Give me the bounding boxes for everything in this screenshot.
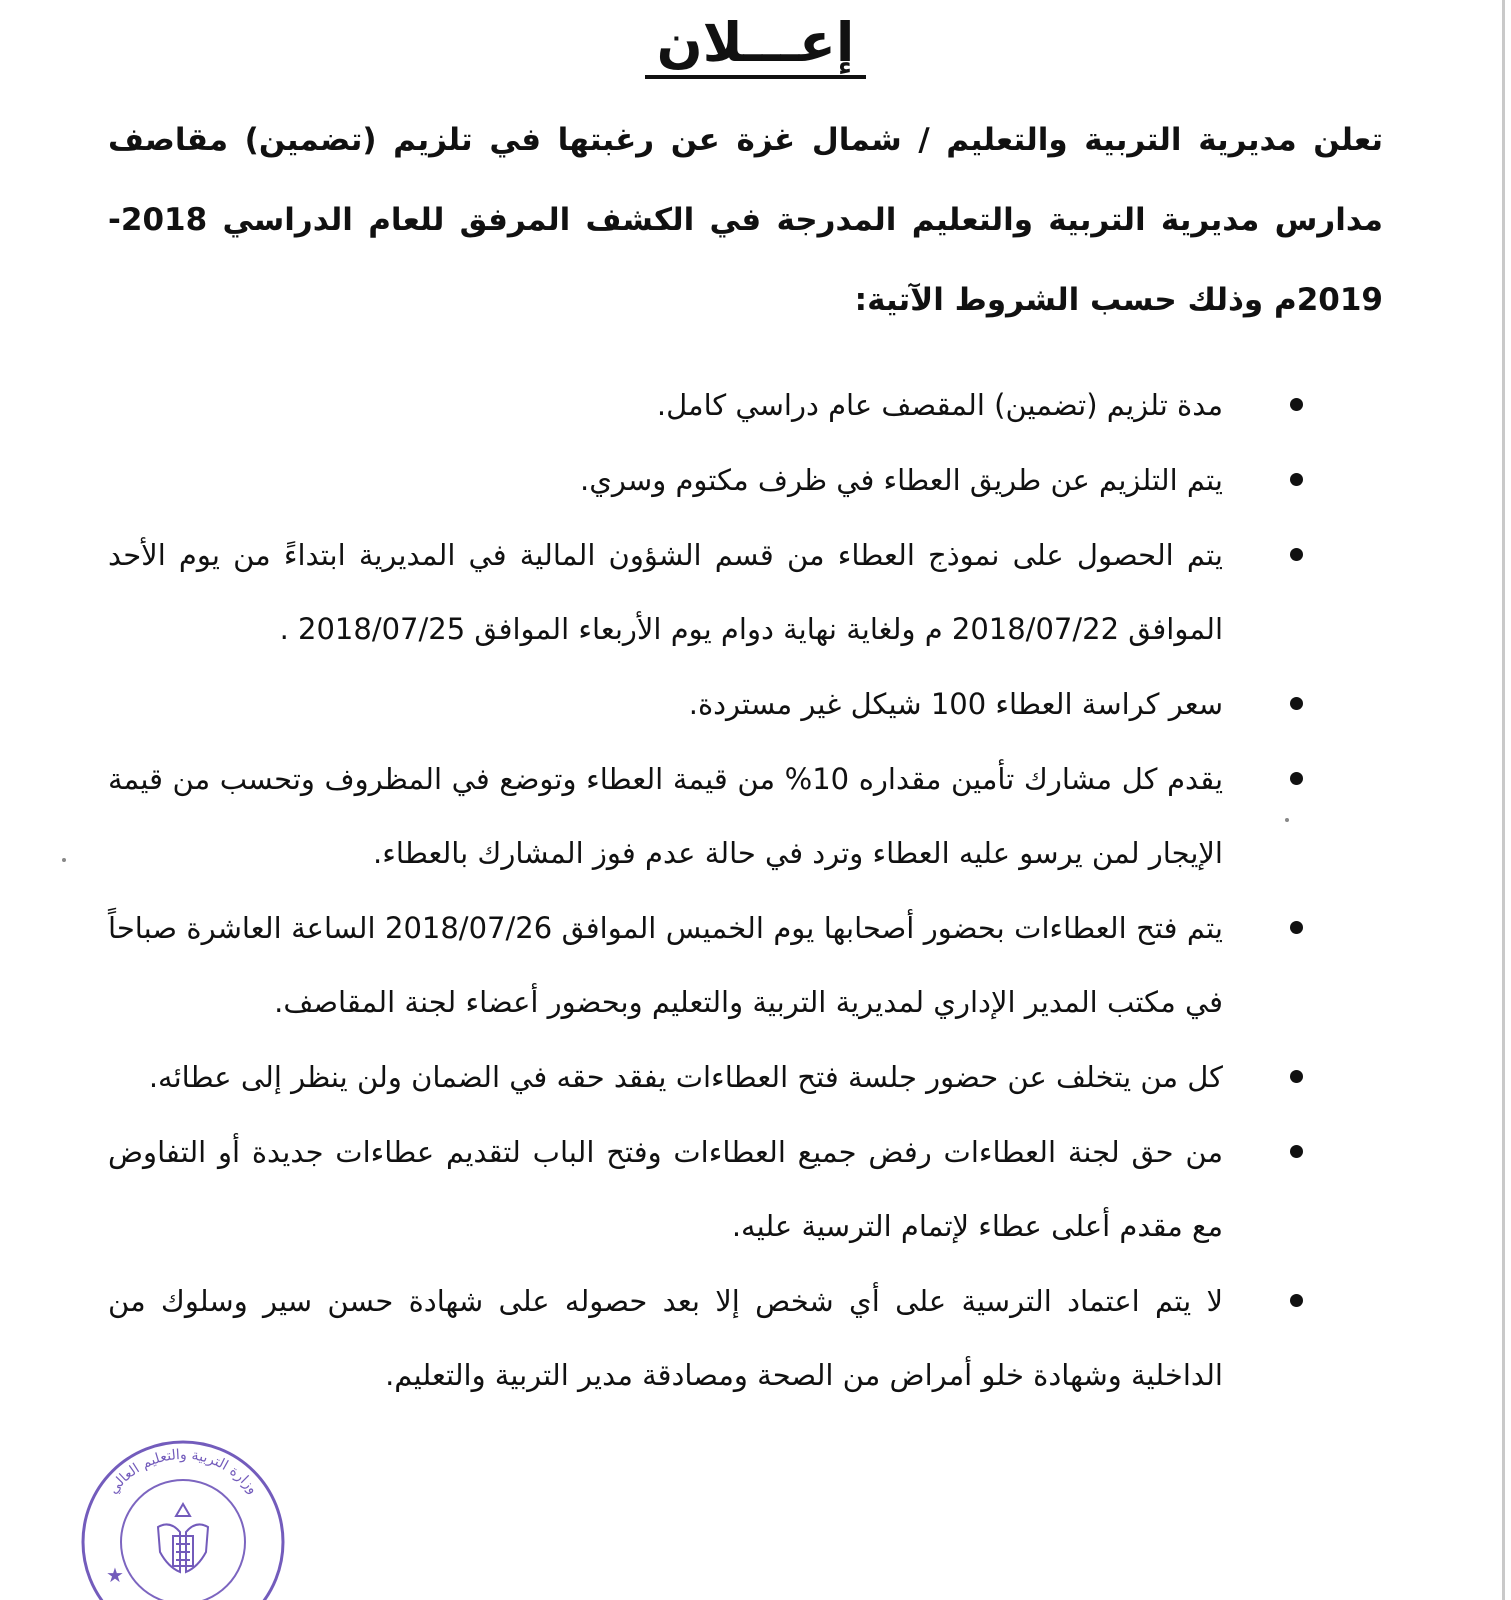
condition-item: [108, 1115, 1303, 1263]
condition-item: [108, 667, 1303, 741]
bullet-icon: [1290, 921, 1303, 934]
condition-text: سعر كراسة العطاء 100 شيكل غير مستردة.: [688, 687, 1223, 721]
stamp-text: وزارة التربية والتعليم العالي: [105, 1446, 261, 1498]
condition-item: [108, 368, 1303, 442]
bullet-icon: [1290, 548, 1303, 561]
condition-text: من حق لجنة العطاءات رفض جميع العطاءات وفتح الباب لتقديم عطاءات جديدة أو التفاوض مع مقدم أعلى عطاء لإتمام الترسية عليه.: [108, 1135, 1223, 1243]
bullet-icon: [1290, 1294, 1303, 1307]
bullet-icon: [1290, 1070, 1303, 1083]
eagle-emblem-icon: [158, 1504, 208, 1572]
conditions-list: [108, 368, 1303, 1413]
condition-item: [108, 1264, 1303, 1412]
ministry-stamp: [78, 1432, 288, 1600]
condition-text: يتم فتح العطاءات بحضور أصحابها يوم الخميس الموافق 2018/07/26 الساعة العاشرة صباحاً في مكتب المدير الإداري لمديرية التربية والتعليم وبحضور أعضاء لجنة المقاصف.: [108, 911, 1224, 1019]
condition-item: [108, 891, 1303, 1039]
bullet-icon: [1290, 473, 1303, 486]
announcement-title: إعـــلان: [645, 11, 867, 79]
bullet-icon: [1290, 697, 1303, 710]
condition-text: يتم الحصول على نموذج العطاء من قسم الشؤون المالية في المديرية ابتداءً من يوم الأحد الموافق 2018/07/22 م ولغاية نهاية دوام يوم الأربعاء الموافق 2018/07/25 .: [108, 538, 1223, 646]
intro-paragraph: تعلن مديرية التربية والتعليم / شمال غزة عن رغبتها في تلزيم (تضمين) مقاصف مدارس مديرية التربية والتعليم المدرجة في الكشف المرفق للعام الدراسي 2018- 2019م وذلك حسب الشروط الآتية:: [108, 122, 1383, 318]
scan-edge-line: [1502, 0, 1505, 1600]
condition-text: كل من يتخلف عن حضور جلسة فتح العطاءات يفقد حقه في الضمان ولن ينظر إلى عطائه.: [148, 1060, 1223, 1094]
bullet-icon: [1290, 1145, 1303, 1158]
condition-item: [108, 742, 1303, 890]
condition-text: يقدم كل مشارك تأمين مقداره 10% من قيمة العطاء وتوضع في المظروف وتحسب من قيمة الإيجار لمن يرسو عليه العطاء وترد في حالة عدم فوز المشارك بالعطاء.: [108, 762, 1224, 870]
scan-speck: [62, 858, 66, 862]
condition-text: مدة تلزيم (تضمين) المقصف عام دراسي كامل.: [656, 388, 1223, 422]
condition-item: [108, 443, 1303, 517]
scan-speck: [1285, 818, 1289, 822]
stamp-inner-ring: [121, 1480, 245, 1600]
condition-item: [108, 518, 1303, 666]
condition-text: لا يتم اعتماد الترسية على أي شخص إلا بعد حصوله على شهادة حسن سير وسلوك من الداخلية وشهادة خلو أمراض من الصحة ومصادقة مدير التربية والتعليم.: [108, 1284, 1223, 1392]
condition-text: يتم التلزيم عن طريق العطاء في ظرف مكتوم وسري.: [580, 463, 1223, 497]
star-icon: ★: [106, 1563, 124, 1587]
bullet-icon: [1290, 772, 1303, 785]
bullet-icon: [1290, 398, 1303, 411]
announcement-title-wrap: [0, 8, 1511, 79]
condition-item: [108, 1040, 1303, 1114]
